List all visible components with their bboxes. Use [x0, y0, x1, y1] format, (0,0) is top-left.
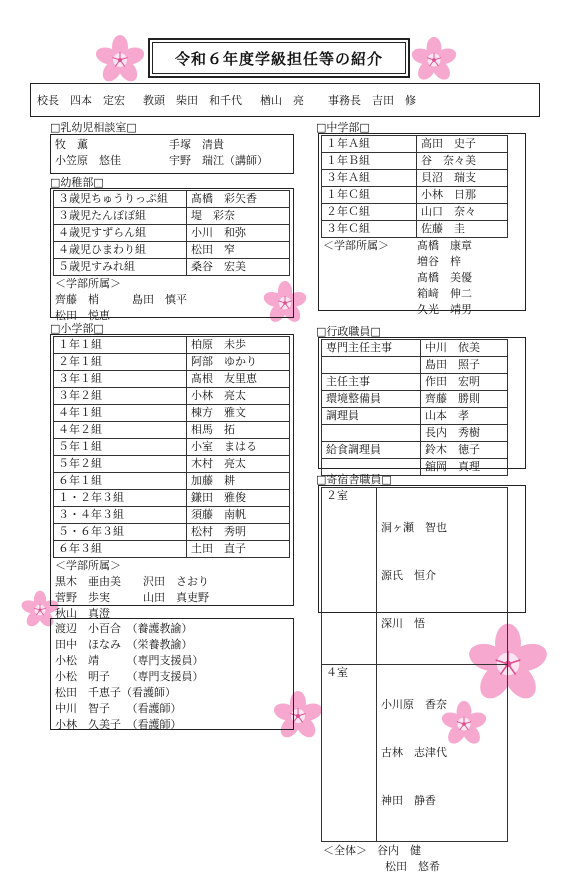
nyuyoji-table [51, 137, 272, 169]
staff-cell: 鈴木 徳子 [421, 442, 508, 459]
table-row [322, 153, 508, 170]
support-staff-line: 松田 千恵子（看護師） [55, 686, 176, 699]
teacher-cell: 小林 亮太 [187, 388, 290, 405]
table-row [322, 136, 508, 153]
office-manager: 事務長 吉田 修 [328, 94, 416, 107]
yochibu-box [50, 188, 294, 322]
teacher-cell: 髙根 友里恵 [187, 371, 290, 388]
staff-name: 楢山 亮 [260, 94, 304, 107]
name-cell: 宇野 瑞江（講師） [169, 154, 268, 167]
affiliation-line: 髙橋 康章 [417, 239, 472, 252]
section-label-chugakubu: □中学部□ [316, 121, 370, 134]
class-cell: ３・４年３組 [54, 507, 187, 524]
table-row [322, 374, 508, 391]
table-row [322, 221, 508, 238]
name-cell: 牧 薫 [55, 138, 88, 151]
teacher-cell: 谷 奈々美 [417, 153, 508, 170]
staff-cell: 齊藤 勝則 [421, 391, 508, 408]
staff-name: 神田 静香 [381, 794, 436, 807]
role-cell: 環境整備員 [322, 391, 421, 408]
teacher-cell: 木村 亮太 [187, 456, 290, 473]
affiliation-label: ＜学部所属＞ [55, 277, 121, 290]
support-staff-line: 中川 智子 （看護師） [55, 702, 182, 715]
table-row [322, 187, 508, 204]
teacher-cell: 小川 和弥 [187, 225, 290, 242]
teacher-cell: 小室 まはる [187, 439, 290, 456]
teacher-cell: 松村 秀明 [187, 524, 290, 541]
class-cell: １年１組 [54, 337, 187, 354]
table-row [54, 541, 290, 558]
table-row [54, 422, 290, 439]
section-label-nyuyoji: □乳幼児相談室□ [50, 121, 137, 134]
table-row [322, 425, 508, 442]
staff-name: 谷内 健 [377, 844, 421, 857]
table-row [54, 473, 290, 490]
page-title: 令和６年度学級担任等の紹介 [148, 38, 410, 78]
cherry-blossom-icon [410, 36, 458, 84]
nyuyoji-box [50, 134, 294, 174]
role-cell [322, 357, 421, 374]
class-cell: ３年Ａ組 [322, 170, 417, 187]
class-cell: ５歳児すみれ組 [54, 259, 187, 276]
class-cell: １年Ａ組 [322, 136, 417, 153]
table-row [54, 507, 290, 524]
teacher-cell: 松田 窄 [187, 242, 290, 259]
teacher-cell: 土田 直子 [187, 541, 290, 558]
principal: 校長 四本 定宏 [37, 94, 125, 107]
section-label-yochibu: □幼稚部□ [50, 176, 104, 189]
top-staff-bar [30, 83, 540, 117]
class-cell: １・２年３組 [54, 490, 187, 507]
affiliation-line: 秋山 真澄 [55, 607, 110, 620]
class-cell: ５・６年３組 [54, 524, 187, 541]
gyosei-table [321, 339, 508, 476]
section-label-gyosei: □行政職員□ [316, 325, 381, 338]
class-cell: ３年Ｃ組 [322, 221, 417, 238]
staff-cell: 中川 依美 [421, 340, 508, 357]
affiliation-line: 黒木 亜由美 沢田 さおり [55, 575, 209, 588]
support-staff-line: 小松 明子 （専門支援員） [55, 670, 204, 683]
class-cell: ６年３組 [54, 541, 187, 558]
teacher-cell: 堤 彩奈 [187, 208, 290, 225]
affiliation-line: 髙橋 美優 [417, 271, 472, 284]
table-row [54, 388, 290, 405]
table-row [54, 337, 290, 354]
teacher-cell: 加藤 耕 [187, 473, 290, 490]
class-cell: ３年２組 [54, 388, 187, 405]
staff-cell: 長内 秀樹 [421, 425, 508, 442]
support-staff-line: 渡辺 小百合 （養護教諭） [55, 622, 193, 635]
class-cell: ４歳児すずらん組 [54, 225, 187, 242]
table-row [322, 170, 508, 187]
table-row [322, 665, 508, 842]
table-row [51, 137, 272, 153]
kishukusha-table [321, 487, 508, 842]
table-row [54, 242, 290, 259]
section-label-kishukusha: □寄宿舎職員□ [316, 473, 392, 486]
kishukusha-box [318, 485, 526, 873]
table-row [54, 405, 290, 422]
shogakubu-box [50, 334, 294, 620]
teacher-cell: 貝沼 瑞支 [417, 170, 508, 187]
affiliation-line: 松田 悦恵 [55, 309, 110, 322]
teacher-cell: 阿部 ゆかり [187, 354, 290, 371]
yochibu-table [53, 190, 290, 276]
teacher-cell: 桑谷 宏美 [187, 259, 290, 276]
class-cell: ４年１組 [54, 405, 187, 422]
support-staff-line: 田中 ほなみ （栄養教諭） [55, 638, 193, 651]
staff-name: 洞ヶ瀬 智也 [381, 521, 447, 534]
teacher-cell: 山口 奈々 [417, 204, 508, 221]
class-cell: ２年Ｃ組 [322, 204, 417, 221]
staff-name: 古林 志津代 [381, 746, 447, 759]
table-row [322, 357, 508, 374]
teacher-cell: 相馬 拓 [187, 422, 290, 439]
role-cell: 調理員 [322, 408, 421, 425]
table-row [54, 490, 290, 507]
staff-cell: 舘岡 真理 [421, 459, 508, 476]
support-staff-line: 小松 靖 （専門支援員） [55, 654, 204, 667]
support-staff-line: 小林 久美子 （看護師） [55, 718, 182, 731]
table-row [51, 153, 272, 169]
class-cell: ５年２組 [54, 456, 187, 473]
chugakubu-table [321, 135, 508, 238]
teacher-cell: 鎌田 雅俊 [187, 490, 290, 507]
role-cell: 給食調理員 [322, 442, 421, 459]
table-row [322, 204, 508, 221]
table-row [322, 340, 508, 357]
affiliation-line: 久光 靖男 [417, 303, 472, 316]
all-label: ＜全体＞ [323, 844, 367, 857]
staff-cell: 作田 宏明 [421, 374, 508, 391]
staff-name: 源氏 恒介 [381, 569, 436, 582]
class-cell: １年Ｂ組 [322, 153, 417, 170]
teacher-cell: 小林 日那 [417, 187, 508, 204]
class-cell: ４歳児ひまわり組 [54, 242, 187, 259]
name-cell: 手塚 清貴 [169, 138, 224, 151]
support-staff-box [50, 618, 294, 730]
table-row [54, 439, 290, 456]
affiliation-line: 菅野 歩実 山田 真吏野 [55, 591, 209, 604]
name-cell: 小笠原 悠佳 [55, 154, 121, 167]
teacher-cell: 須藤 南帆 [187, 507, 290, 524]
table-row [322, 442, 508, 459]
staff-name: 深川 悟 [381, 617, 425, 630]
vice-principal: 教頭 柴田 和千代 [143, 94, 242, 107]
role-cell: 主任主事 [322, 374, 421, 391]
class-cell: ３歳児ちゅうりっぷ組 [54, 191, 187, 208]
table-row [322, 408, 508, 425]
teacher-cell: 髙橋 彩矢香 [187, 191, 290, 208]
section-label-shogakubu: □小学部□ [50, 322, 104, 335]
teacher-cell: 柏原 未歩 [187, 337, 290, 354]
table-row [54, 208, 290, 225]
table-row [54, 354, 290, 371]
teacher-cell: 佐藤 圭 [417, 221, 508, 238]
table-row [54, 191, 290, 208]
role-cell: 専門主任主事 [322, 340, 421, 357]
affiliation-line: 齊藤 梢 島田 慎平 [55, 293, 187, 306]
class-cell: ５年１組 [54, 439, 187, 456]
staff-name: 松田 悠希 [385, 860, 440, 873]
role-cell [322, 425, 421, 442]
affiliation-line: 箱﨑 伸二 [417, 287, 472, 300]
affiliation-line: 増谷 梓 [417, 255, 461, 268]
table-row [54, 456, 290, 473]
class-cell: ６年１組 [54, 473, 187, 490]
chugakubu-box [318, 133, 526, 316]
affiliation-label: ＜学部所属＞ [323, 239, 389, 252]
table-row [322, 488, 508, 665]
table-row [54, 259, 290, 276]
room-cell: ２室 [322, 488, 377, 665]
table-row [54, 371, 290, 388]
teacher-cell: 高田 史子 [417, 136, 508, 153]
room-cell: ４室 [322, 665, 377, 842]
cherry-blossom-icon [94, 34, 146, 86]
class-cell: ２年１組 [54, 354, 187, 371]
gyosei-box [318, 337, 526, 473]
staff-cell: 島田 照子 [421, 357, 508, 374]
shogakubu-table [53, 336, 290, 558]
teacher-cell: 棟方 雅文 [187, 405, 290, 422]
affiliation-label: ＜学部所属＞ [55, 559, 121, 572]
class-cell: １年Ｃ組 [322, 187, 417, 204]
class-cell: ３年１組 [54, 371, 187, 388]
table-row [54, 225, 290, 242]
table-row [322, 391, 508, 408]
staff-name: 小川原 香奈 [381, 698, 447, 711]
table-row [54, 524, 290, 541]
class-cell: ４年２組 [54, 422, 187, 439]
staff-cell: 山本 孝 [421, 408, 508, 425]
class-cell: ３歳児たんぽぽ組 [54, 208, 187, 225]
